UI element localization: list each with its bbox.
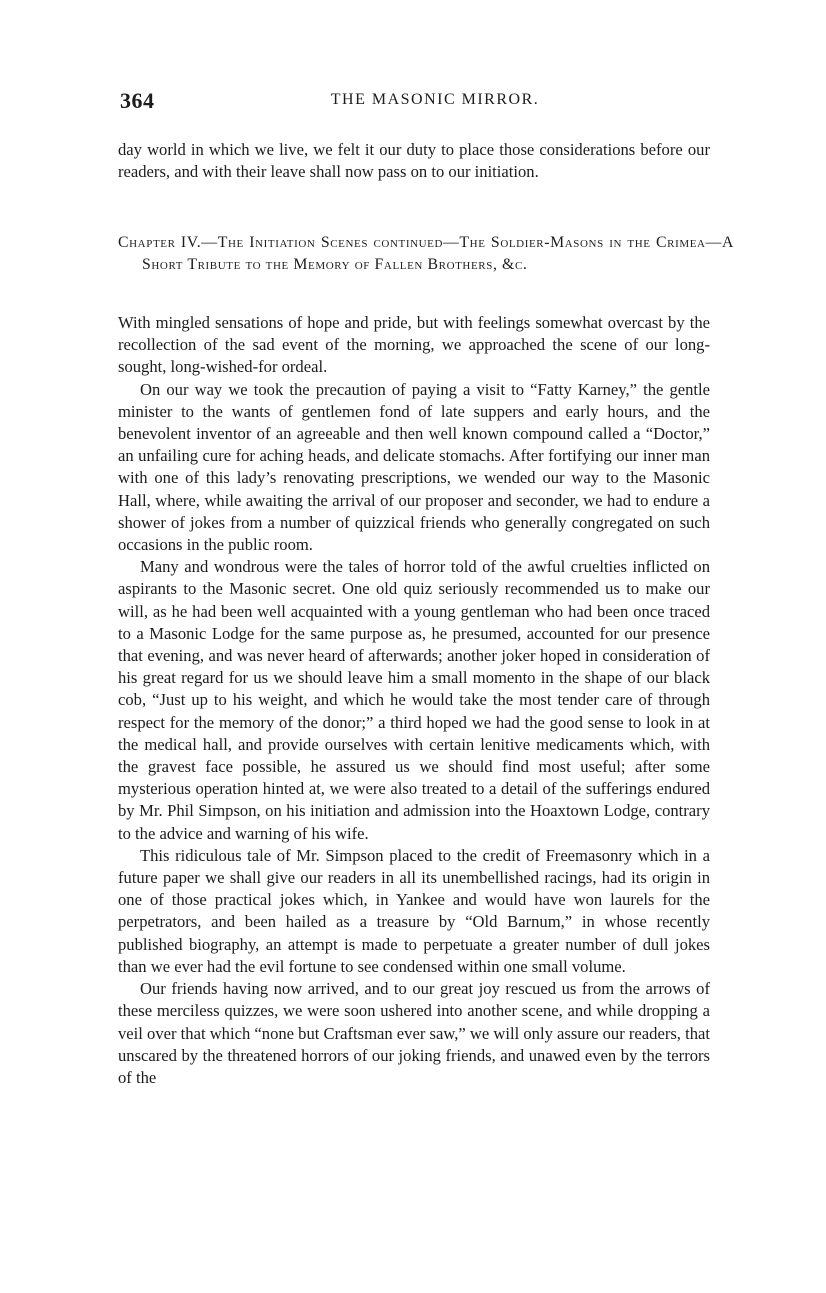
running-header (120, 88, 710, 118)
paragraph-5: Our friends having now arrived, and to our great joy rescued us from the arrows of these merciless quizzes, we were soon ushered into another scene, and while dropping a veil over that which “none but Craftsman ever saw,” we will only assure our readers, that unscared by the threatened horrors of our joking friends, and unawed even by the terrors of the (118, 979, 710, 1087)
chapter-heading (118, 232, 734, 276)
body-text (118, 312, 710, 1089)
chapter-heading-text: Chapter IV.—The Initiation Scenes continued—The Soldier-Masons in the Crimea—A Short Tribute to the Memory of Fallen Brothers, &c. (118, 234, 734, 273)
paragraph-3: Many and wondrous were the tales of horror told of the awful cruelties inflicted on aspirants to the Masonic secret. One old quiz seriously recommended us to make our will, as he had been well acquainted with a young gentleman who had been once traced to a Masonic Lodge for the same purpose as, he presumed, accounted for our presence that evening, and was never heard of afterwards; another joker hoped in consideration of his great regard for us we should leave him a small momento in the shape of our black cob, “Just up to his weight, and which he would take the most tender care of through respect for the memory of the donor;” a third hoped we had the good sense to look in at the medical hall, and provide ourselves with certain lenitive medicaments which, with the gravest face possible, he assured us we should find most useful; after some mysterious operation hinted at, we were also treated to a detail of the sufferings endured by Mr. Phil Simpson, on his initiation and admission into the Hoaxtown Lodge, contrary to the advice and warning of his wife. (118, 557, 710, 843)
intro-block (118, 139, 710, 183)
paragraph-1: With mingled sensations of hope and pride, but with feelings somewhat overcast by the recollection of the sad event of the morning, we approached the scene of our long-sought, long-wished-for ordeal. (118, 313, 710, 377)
paragraph-2: On our way we took the precaution of paying a visit to “Fatty Karney,” the gentle minister to the wants of gentlemen fond of late suppers and early hours, and the benevolent inventor of an agreeable and then well known compound called a “Doctor,” an unfailing cure for aching heads, and delicate stomachs. After fortifying our inner man with one of this lady’s renovating prescriptions, we wended our way to the Masonic Hall, where, while awaiting the arrival of our proposer and seconder, we had to endure a shower of jokes from a number of quizzical friends who generally congregated on such occasions in the public room. (118, 379, 710, 555)
page-number: 364 (120, 88, 155, 113)
running-title: THE MASONIC MIRROR. (330, 91, 540, 108)
intro-paragraph: day world in which we live, we felt it our duty to place those considerations before our readers, and with their leave shall now pass on to our initiation. (118, 140, 710, 182)
paragraph-4: This ridiculous tale of Mr. Simpson placed to the credit of Freemasonry which in a future paper we shall give our readers in all its unembellished racings, had its origin in one of those practical jokes which, in Yankee and would have won laurels for the perpetrators, and been hailed as a treasure by “Old Barnum,” in whose recently published biography, an attempt is made to perpetuate a greater number of dull jokes than we ever had the evil fortune to see condensed within one small volume. (118, 845, 710, 976)
